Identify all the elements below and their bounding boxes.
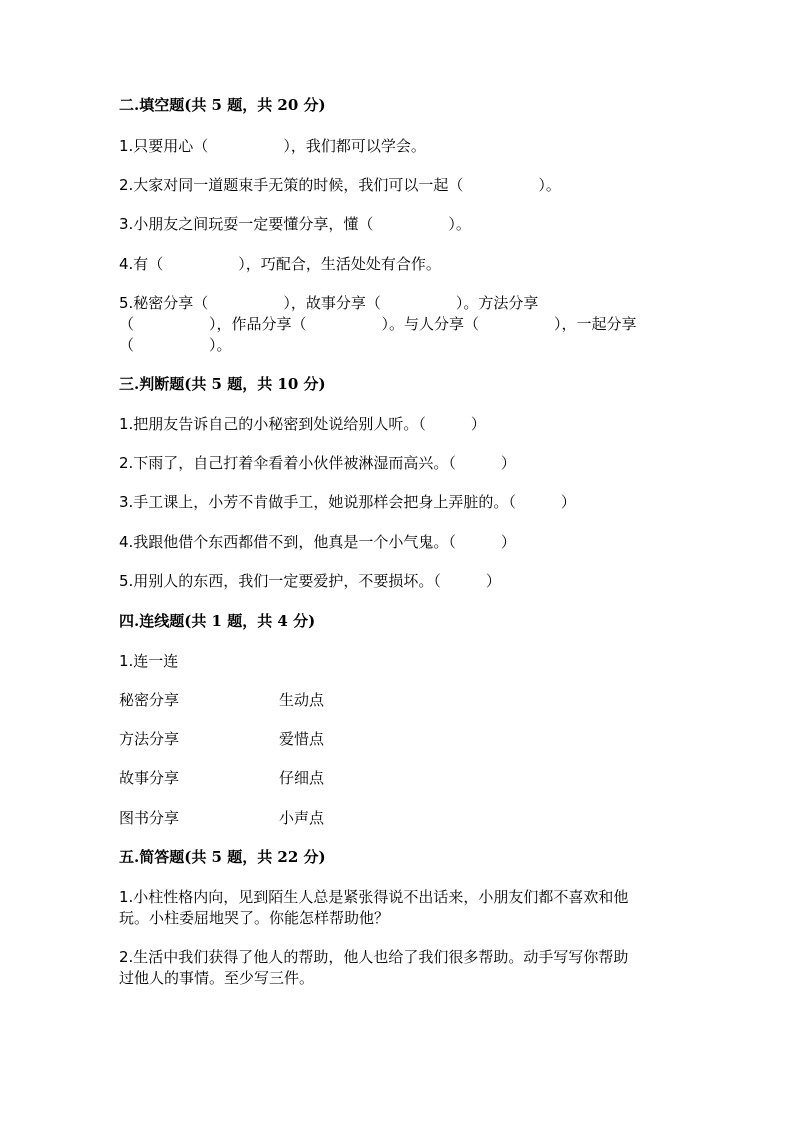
judge-question-5: 5.用别人的东西，我们一定要爱护，不要损坏。（ ） <box>119 572 501 590</box>
fill-question-5-line-1: 5.秘密分享（ ），故事分享（ ）。方法分享 <box>119 294 539 312</box>
match-question-1: 1.连一连 <box>119 652 179 670</box>
section-heading-fill: 二.填空题(共 5 题，共 20 分) <box>119 96 326 114</box>
short-question-1-line-2: 玩。小柱委屈地哭了。你能怎样帮助他？ <box>119 909 390 927</box>
fill-question-3: 3.小朋友之间玩耍一定要懂分享，懂（ ）。 <box>119 215 471 233</box>
short-question-2-line-2: 过他人的事情。至少写三件。 <box>119 969 315 987</box>
section-heading-match: 四.连线题(共 1 题，共 4 分) <box>119 612 316 630</box>
judge-question-2: 2.下雨了，自己打着伞看着小伙伴被淋湿而高兴。（ ） <box>119 454 516 472</box>
match-right-item: 仔细点 <box>279 769 325 787</box>
fill-question-5-line-2: （ ），作品分享（ ）。与人分享（ ），一起分享 <box>119 315 637 333</box>
section-heading-short: 五.简答题(共 5 题，共 22 分) <box>119 848 326 866</box>
judge-question-4: 4.我跟他借个东西都借不到，他真是一个小气鬼。（ ） <box>119 533 516 551</box>
judge-question-3: 3.手工课上，小芳不肯做手工，她说那样会把身上弄脏的。（ ） <box>119 493 576 511</box>
short-question-2-line-1: 2.生活中我们获得了他人的帮助，他人也给了我们很多帮助。动手写写你帮助 <box>119 948 629 966</box>
fill-question-1: 1.只要用心（ ），我们都可以学会。 <box>119 137 426 155</box>
fill-question-2: 2.大家对同一道题束手无策的时候，我们可以一起（ ）。 <box>119 176 561 194</box>
match-right-item: 爱惜点 <box>279 730 325 748</box>
fill-question-5-line-3: （ ）。 <box>119 336 232 354</box>
match-left-item: 图书分享 <box>119 809 180 827</box>
match-left-item: 秘密分享 <box>119 691 180 709</box>
match-right-item: 生动点 <box>279 691 325 709</box>
judge-question-1: 1.把朋友告诉自己的小秘密到处说给别人听。（ ） <box>119 415 486 433</box>
match-left-item: 故事分享 <box>119 769 180 787</box>
section-heading-judge: 三.判断题(共 5 题，共 10 分) <box>119 375 326 393</box>
match-left-item: 方法分享 <box>119 730 180 748</box>
short-question-1-line-1: 1.小柱性格内向，见到陌生人总是紧张得说不出话来，小朋友们都不喜欢和他 <box>119 888 629 906</box>
match-right-item: 小声点 <box>279 809 325 827</box>
fill-question-4: 4.有（ ），巧配合，生活处处有合作。 <box>119 255 441 273</box>
